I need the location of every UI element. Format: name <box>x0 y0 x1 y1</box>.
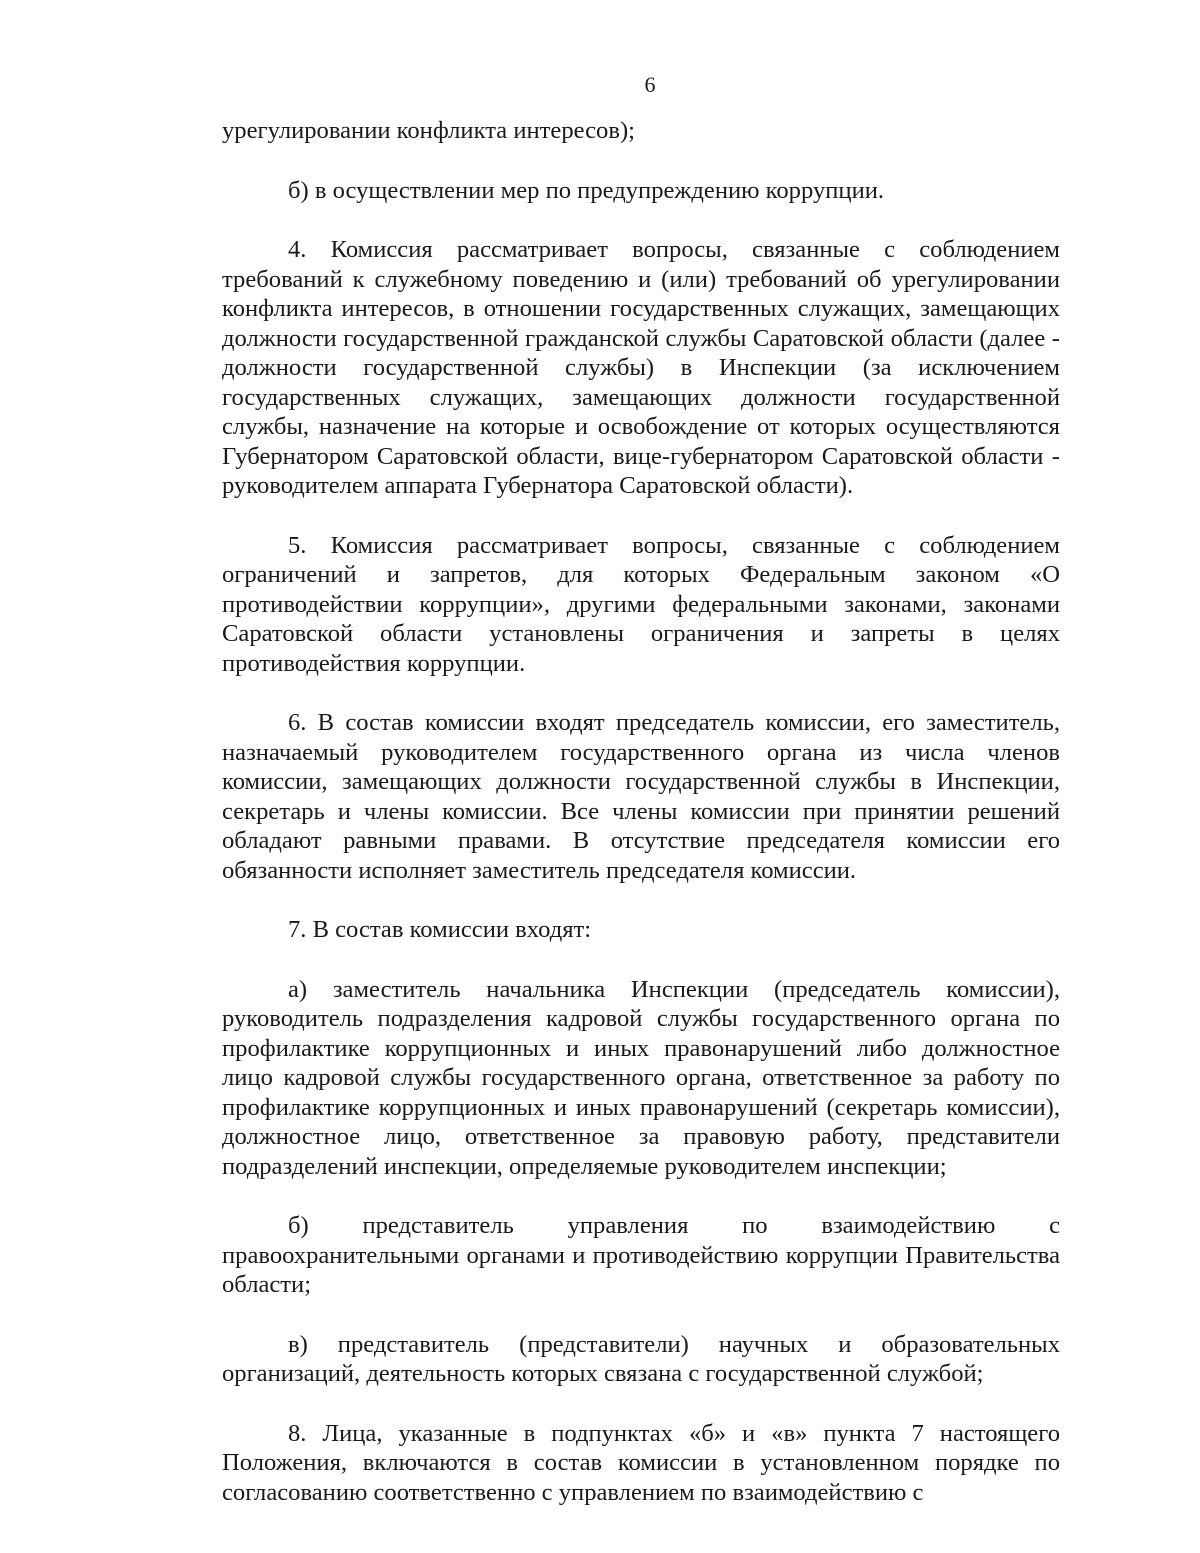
paragraph-item-8: 8. Лица, указанные в подпунктах «б» и «в» пункта 7 настоящего Положения, включаются в состав комиссии в установленном порядке по согласованию соответственно с управлением по взаимодействию с <box>222 1419 1060 1506</box>
document-body <box>222 116 1060 1507</box>
paragraph-item-7v: в) представитель (представители) научных и образовательных организаций, деятельность которых связана с государственной службой; <box>222 1330 1060 1387</box>
paragraph-item-6: 6. В состав комиссии входят председатель комиссии, его заместитель, назначаемый руководителем государственного органа из числа членов комиссии, замещающих должности государственной службы в Инспекции, секретарь и члены комиссии. Все члены комиссии при принятии решений обладают равными правами. В отсутствие председателя комиссии его обязанности исполняет заместитель председателя комиссии. <box>222 709 1060 884</box>
paragraph-item-7a: а) заместитель начальника Инспекции (председатель комиссии), руководитель подразделения кадровой службы государственного органа по профилактике коррупционных и иных правонарушений либо должностное лицо кадровой службы государственного органа, ответственное за работу по профилактике коррупционных и иных правонарушений (секретарь комиссии), должностное лицо, ответственное за правовую работу, представители подразделений инспекции, определяемые руководителем инспекции; <box>222 975 1060 1180</box>
paragraph-item-7: 7. В состав комиссии входят: <box>288 916 592 943</box>
page-number: 6 <box>644 72 656 97</box>
paragraph-item-7b: б) представитель управления по взаимодействию с правоохранительными органами и противодействию коррупции Правительства области; <box>222 1212 1060 1298</box>
paragraph-item-4: 4. Комиссия рассматривает вопросы, связанные с соблюдением требований к служебному поведению и (или) требований об урегулировании конфликта интересов, в отношении государственных служащих, замещающих должности государственной гражданской службы Саратовской области (далее - должности государственной службы) в Инспекции (за исключением государственных служащих, замещающих должности государственной службы, назначение на которые и освобождение от которых осуществляются Губернатором Саратовской области, вице-губернатором Саратовской области - руководителем аппарата Губернатора Саратовской области). <box>222 236 1060 499</box>
paragraph-item-5: 5. Комиссия рассматривает вопросы, связанные с соблюдением ограничений и запретов, для которых Федеральным законом «О противодействии коррупции», другими федеральными законами, законами Саратовской области установлены ограничения и запреты в целях противодействия коррупции. <box>222 531 1060 677</box>
paragraph-continuation: урегулировании конфликта интересов); <box>222 117 635 144</box>
paragraph-subitem-b: б) в осуществлении мер по предупреждению коррупции. <box>288 176 885 204</box>
